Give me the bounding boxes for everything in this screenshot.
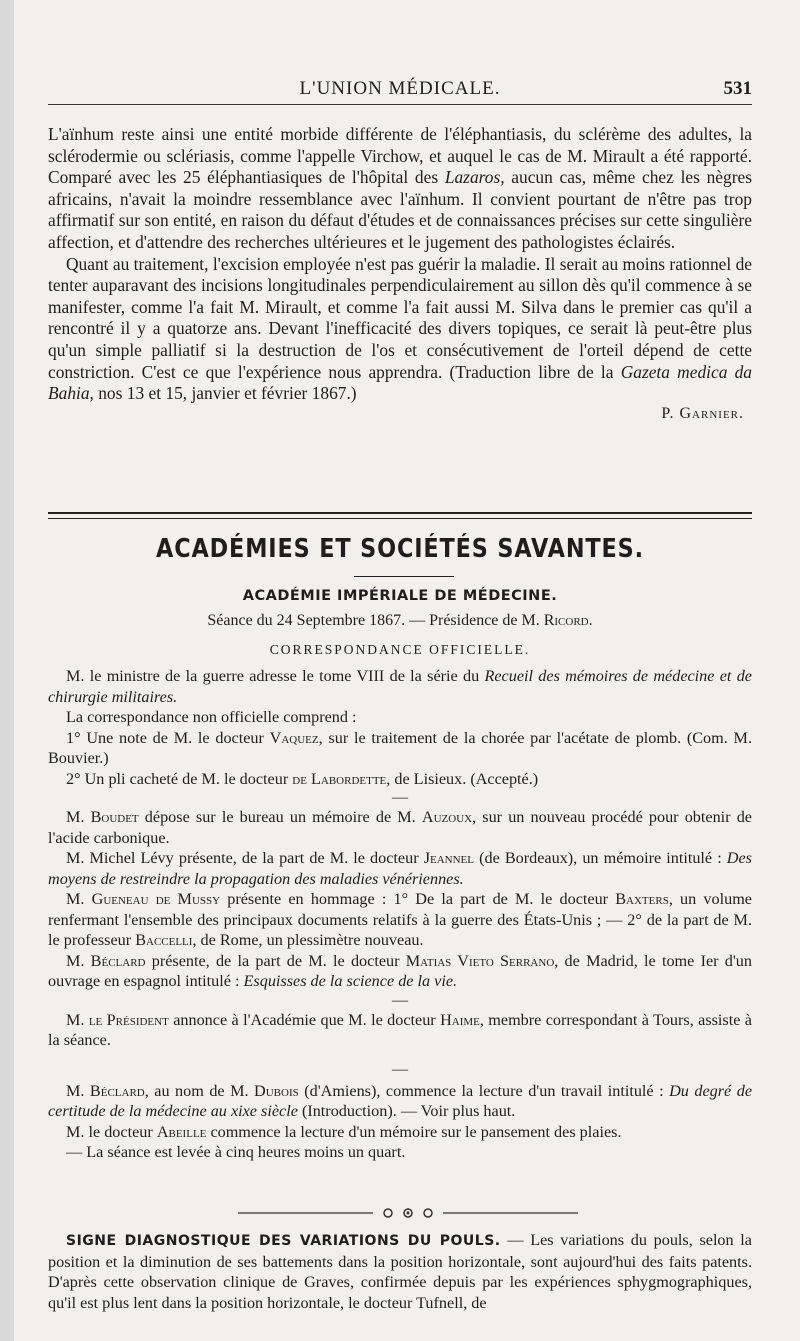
section-divider [48, 512, 752, 519]
signe-paragraph: SIGNE DIAGNOSTIQUE DES VARIATIONS DU POULS. — Les variations du pouls, selon la position et la diminution de ses battements dans la position horizontale, sont aujourd'hui des faits patents. D'après cette observation clinique de Graves, confirmée depuis par les expériences sphygmographiques, qu'il est plus lent dans la position horizontale, le docteur Tufnell, de [48, 1231, 752, 1312]
page-number: 531 [723, 78, 752, 99]
ornament-divider [238, 1206, 578, 1220]
item-president: M. le Président annonce à l'Académie que M. le docteur Haime, membre correspondant à Tours, assiste à la séance. [48, 1010, 752, 1049]
item-correspondance-2: 2° Un pli cacheté de M. le docteur de Labordette, de Lisieux. (Accepté.) [66, 769, 539, 788]
correspondance-heading: CORRESPONDANCE OFFICIELLE. [269, 642, 531, 657]
author-signature: P. Garnier. [661, 404, 744, 422]
article-paragraph-1: L'aïnhum reste ainsi une entité morbide différente de l'éléphantiasis, du sclérème des adultes, la sclérodermie ou sclériasis, comme l'appelle Virchow, et auquel le cas de M. Mirault a été rapporté. Comparé avec les 25 éléphantiasiques de l'hôpital des Lazaros, aucun cas, même chez les nègres africains, n'avait la moindre ressemblance avec l'aïnhum. Il convient pourtant de n'être pas trop affirmatif sur son entité, en raison du défaut d'études et de connaissances précises sur cette singulière affection, et d'attendre des recherches ultérieures et le jugement des pathologistes éclairés. [48, 124, 752, 252]
item-abeille: M. le docteur Abeille commence la lecture d'un mémoire sur le pansement des plaies. [66, 1122, 622, 1141]
separator-dash: — [392, 1060, 408, 1078]
title-rule [354, 576, 454, 577]
item-gueneau: M. Gueneau de Mussy présente en hommage : 1° De la part de M. le docteur Baxters, un volume renfermant l'ensemble des principaux documents relatifs à la guerre des États-Unis ; — 2° de la part de M. le professeur Baccelli, de Rome, un plessimètre nouveau. [48, 890, 752, 949]
item-non-officielle: La correspondance non officielle comprend : [66, 708, 357, 726]
item-levy: M. Michel Lévy présente, de la part de M. le docteur Jeannel (de Bordeaux), un mémoire intitulé : Des moyens de restreindre la propagation des maladies vénériennes. [48, 849, 752, 888]
item-levee: — La séance est levée à cinq heures moins un quart. [66, 1143, 406, 1161]
running-header [48, 74, 752, 105]
proceedings [48, 666, 752, 1163]
article-paragraph-2: Quant au traitement, l'excision employée n'est pas guérir la maladie. Il serait au moins rationnel de tenter auparavant des incisions longitudinales perpendiculairement au sillon dès qu'il commence à se manifester, comme l'a fait M. Mirault, et comme l'a fait aussi M. Silva dans le premier cas qu'il a rencontré il y a quatorze ans. Devant l'inefficacité des divers topiques, ce serait là peut-être plus qu'un simple palliatif si la destruction de l'os et consécutivement de l'orteil dépend de cette constriction. C'est ce que l'expérience nous apprendra. (Traduction libre de la Gazeta medica da Bahia, nos 13 et 15, janvier et février 1867.) [48, 253, 752, 404]
journal-title: L'UNION MÉDICALE. [299, 78, 501, 99]
academy-subtitle: ACADÉMIE IMPÉRIALE DE MÉDECINE. [242, 588, 558, 604]
item-beclard-2: M. Béclard, au nom de M. Dubois (d'Amiens), commence la lecture d'un travail intitulé : Du degré de certitude de la médecine au xixe siècle (Introduction). — Voir plus haut. [48, 1081, 752, 1120]
item-ministre: M. le ministre de la guerre adresse le tome VIII de la série du Recueil des mémoires de médecine et de chirurgie militaires. [48, 667, 752, 706]
signe-diagnostique [48, 1230, 752, 1313]
separator-dash: — [392, 991, 408, 1009]
item-beclard-1: M. Béclard présente, de la part de M. le docteur Matias Vieto Serrano, de Madrid, le tome Ier d'un ouvrage en espagnol intitulé : Esquisses de la science de la vie. [48, 951, 752, 990]
journal-page [14, 0, 800, 1341]
item-correspondance-1: 1° Une note de M. le docteur Vaquez, sur le traitement de la chorée par l'acétate de plomb. (Com. M. Bouvier.) [48, 728, 752, 767]
separator-dash: — [392, 789, 408, 806]
section-title: ACADÉMIES ET SOCIÉTÉS SAVANTES. [156, 534, 644, 564]
item-boudet: M. Boudet dépose sur le bureau un mémoire de M. Auzoux, sur un nouveau procédé pour obtenir de l'acide carbonique. [48, 808, 752, 847]
seance-line: Séance du 24 Septembre 1867. — Présidence de M. Ricord. [207, 612, 593, 629]
article-text [48, 124, 752, 423]
